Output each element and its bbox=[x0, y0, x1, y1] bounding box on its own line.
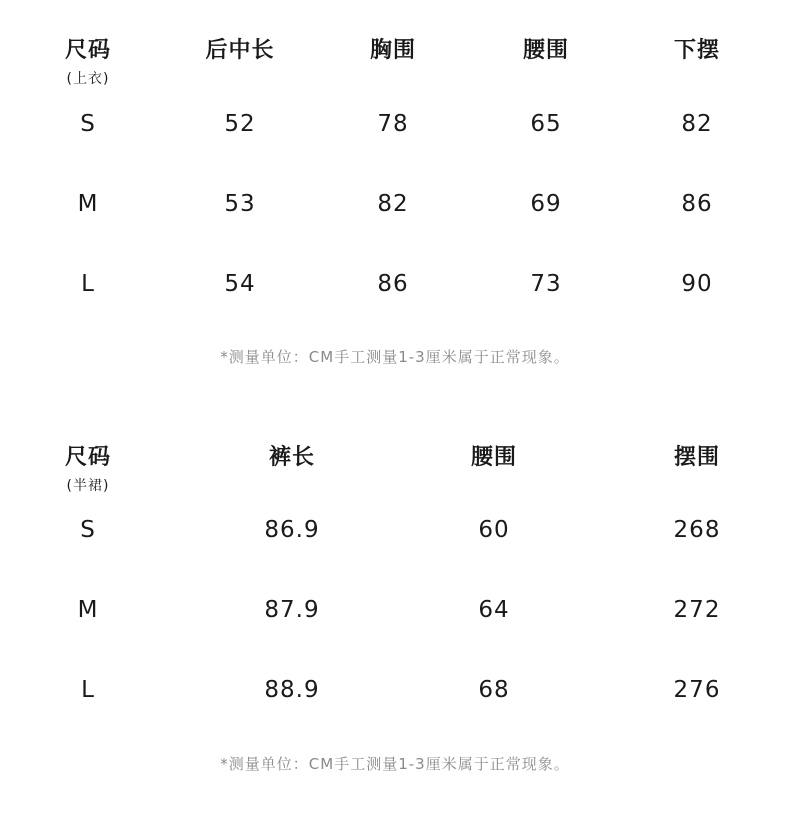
top-cell: 73 bbox=[530, 271, 562, 297]
bottom-header-waist: 腰围 bbox=[470, 445, 518, 470]
bottom-cell: 276 bbox=[673, 677, 721, 703]
top-cell: 65 bbox=[530, 111, 562, 137]
bottom-header-length: 裤长 bbox=[268, 445, 316, 470]
bottom-measurement-note: *测量单位：CM手工测量1-3厘米属于正常现象。 bbox=[220, 755, 570, 773]
bottom-size-header: 尺码 bbox=[64, 445, 112, 470]
top-size-subheader: (上衣) bbox=[66, 71, 110, 87]
bottom-cell: 88.9 bbox=[264, 677, 320, 703]
bottom-cell: 64 bbox=[478, 597, 510, 623]
bottom-row-size: S bbox=[80, 517, 96, 543]
top-cell: 78 bbox=[377, 111, 409, 137]
top-header-hem: 下摆 bbox=[673, 38, 721, 63]
bottom-cell: 268 bbox=[673, 517, 721, 543]
top-header-waist: 腰围 bbox=[522, 38, 570, 63]
top-size-header: 尺码 bbox=[64, 38, 112, 63]
bottom-header-hem-circumference: 摆围 bbox=[673, 445, 721, 470]
bottom-cell: 272 bbox=[673, 597, 721, 623]
top-cell: 86 bbox=[681, 191, 713, 217]
top-cell: 52 bbox=[224, 111, 256, 137]
top-row-size: L bbox=[81, 271, 95, 297]
top-header-back-length: 后中长 bbox=[205, 38, 275, 63]
bottom-cell: 87.9 bbox=[264, 597, 320, 623]
top-header-chest: 胸围 bbox=[369, 38, 417, 63]
bottom-cell: 60 bbox=[478, 517, 510, 543]
bottom-size-subheader: (半裙) bbox=[66, 478, 110, 494]
top-cell: 54 bbox=[224, 271, 256, 297]
bottom-row-size: L bbox=[81, 677, 95, 703]
top-measurement-note: *测量单位：CM手工测量1-3厘米属于正常现象。 bbox=[220, 348, 570, 366]
top-cell: 53 bbox=[224, 191, 256, 217]
bottom-cell: 86.9 bbox=[264, 517, 320, 543]
top-row-size: S bbox=[80, 111, 96, 137]
top-cell: 90 bbox=[681, 271, 713, 297]
bottom-row-size: M bbox=[77, 597, 99, 623]
top-cell: 82 bbox=[681, 111, 713, 137]
top-cell: 82 bbox=[377, 191, 409, 217]
bottom-cell: 68 bbox=[478, 677, 510, 703]
top-cell: 86 bbox=[377, 271, 409, 297]
top-cell: 69 bbox=[530, 191, 562, 217]
top-row-size: M bbox=[77, 191, 99, 217]
